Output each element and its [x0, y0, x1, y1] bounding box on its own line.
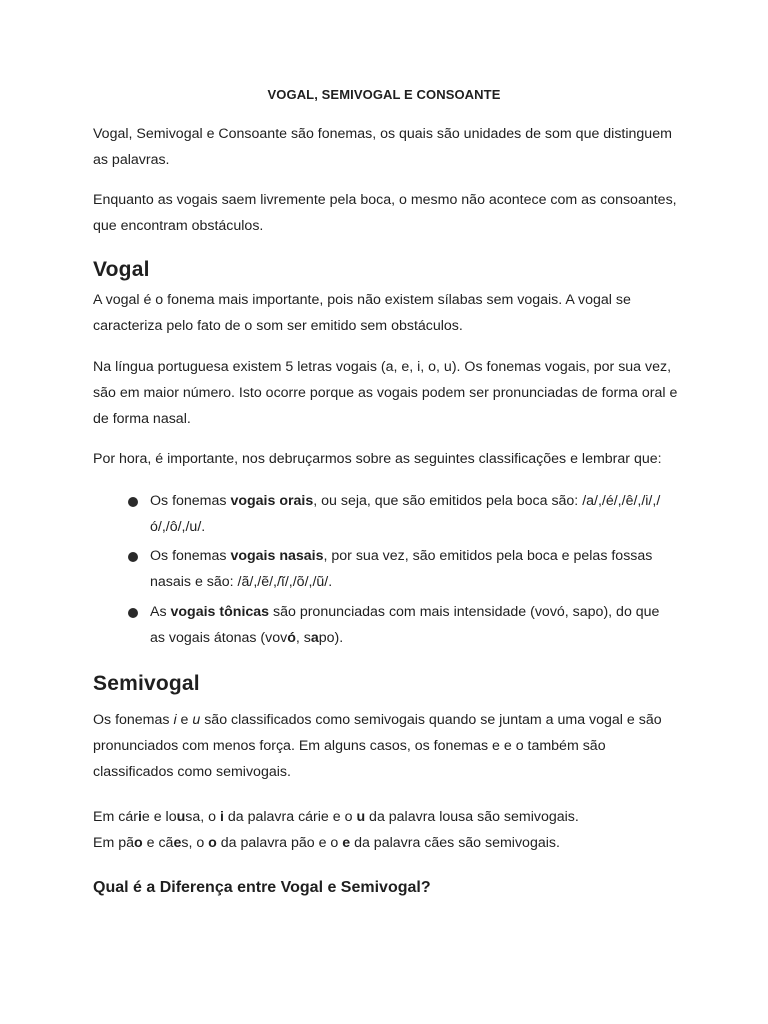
semivogal-paragraph-1: Os fonemas i e u são classificados como semivogais quando se juntam a uma vogal e são pronunciados com menos força. Em alguns casos, os fonemas e e o também são classificados como semivogais.	[93, 712, 662, 780]
list-item-text: Os fonemas vogais orais, ou seja, que são emitidos pela boca são: /a/,/é/,/ê/,/i/,/ó/,/ô/,/u/.	[150, 493, 661, 535]
vogal-paragraph-3: Por hora, é importante, nos debruçarmos sobre as seguintes classificações e lembrar que:	[93, 451, 662, 467]
intro-paragraph-1: Vogal, Semivogal e Consoante são fonemas, os quais são unidades de som que distinguem as palavras.	[93, 126, 672, 168]
bullet-icon	[128, 497, 138, 507]
intro-paragraph-2: Enquanto as vogais saem livremente pela boca, o mesmo não acontece com as consoantes, que encontram obstáculos.	[93, 192, 677, 234]
bullet-icon	[128, 552, 138, 562]
heading-vogal: Vogal	[93, 258, 150, 281]
bullet-icon	[128, 608, 138, 618]
list-item-text: Os fonemas vogais nasais, por sua vez, são emitidos pela boca e pelas fossas nasais e são: /ã/,/ẽ/,/ĩ/,/õ/,/ũ/.	[150, 548, 653, 590]
heading-difference: Qual é a Diferença entre Vogal e Semivogal?	[93, 879, 431, 896]
vogal-paragraph-1: A vogal é o fonema mais importante, pois não existem sílabas sem vogais. A vogal se caracteriza pelo fato de o som ser emitido sem obstáculos.	[93, 292, 631, 334]
semivogal-example-1: Em cárie e lousa, o i da palavra cárie e o u da palavra lousa são semivogais.	[93, 809, 579, 825]
document-title: VOGAL, SEMIVOGAL E CONSOANTE	[267, 87, 501, 102]
vogal-paragraph-2: Na língua portuguesa existem 5 letras vogais (a, e, i, o, u). Os fonemas vogais, por sua vez, são em maior número. Isto ocorre porque as vogais podem ser pronunciadas de forma oral e de forma nasal.	[93, 359, 678, 427]
heading-semivogal: Semivogal	[93, 672, 200, 695]
list-item-text: As vogais tônicas são pronunciadas com mais intensidade (vovó, sapo), do que as vogais átonas (vovó, sapo).	[150, 604, 660, 646]
semivogal-example-2: Em pão e cães, o o da palavra pão e o e da palavra cães são semivogais.	[93, 835, 560, 851]
